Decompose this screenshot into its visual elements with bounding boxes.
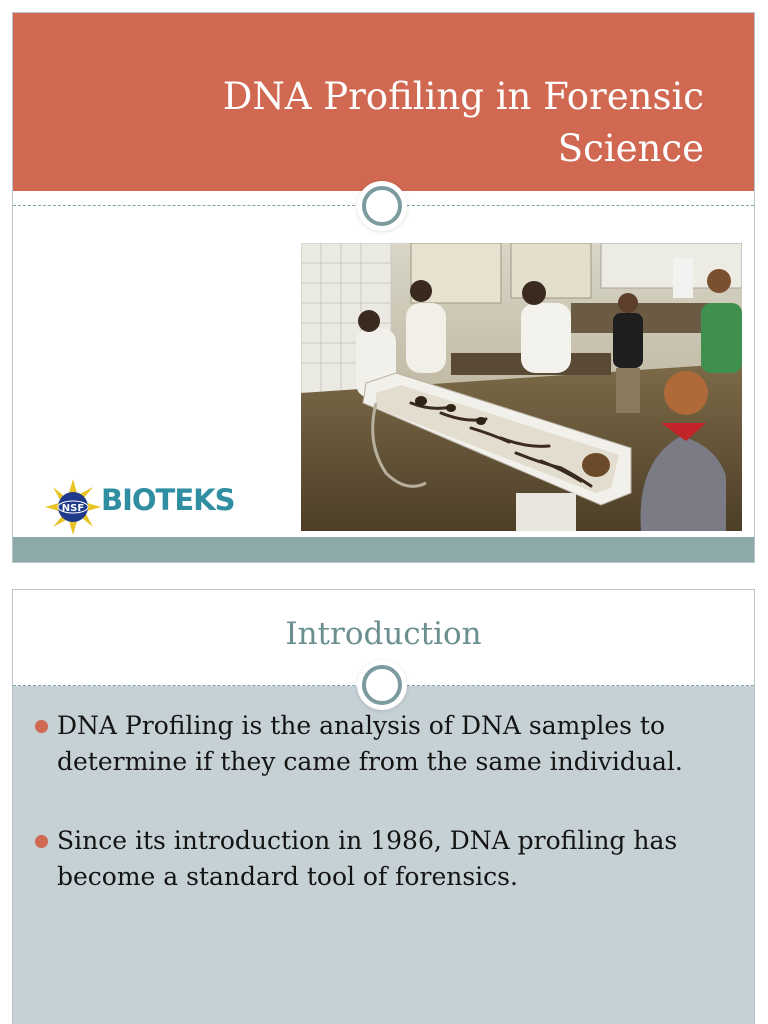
title-band	[13, 13, 754, 191]
svg-text:NSF: NSF	[61, 503, 85, 514]
forensic-lab-photo	[301, 243, 742, 531]
bullet-list	[35, 708, 735, 938]
nsf-seal-icon	[45, 479, 101, 535]
divider-circle-icon	[362, 186, 402, 226]
slide-title: Introduction	[285, 616, 482, 652]
bioteks-logo	[45, 479, 235, 535]
logo-text: BIOTEKS	[101, 483, 235, 517]
list-item	[35, 823, 735, 895]
bullet-text: Since its introduction in 1986, DNA profiling has become a standard tool of forensics.	[57, 826, 678, 891]
intro-slide	[12, 589, 755, 1024]
bullet-icon	[35, 835, 48, 848]
divider-circle-icon	[362, 665, 402, 705]
title-slide	[12, 12, 755, 563]
bottom-band	[13, 537, 754, 562]
bullet-text: DNA Profiling is the analysis of DNA samples to determine if they came from the same individual.	[57, 711, 683, 776]
slide-title: DNA Profiling in Forensic Science	[222, 75, 704, 170]
bullet-icon	[35, 720, 48, 733]
list-item	[35, 708, 735, 780]
